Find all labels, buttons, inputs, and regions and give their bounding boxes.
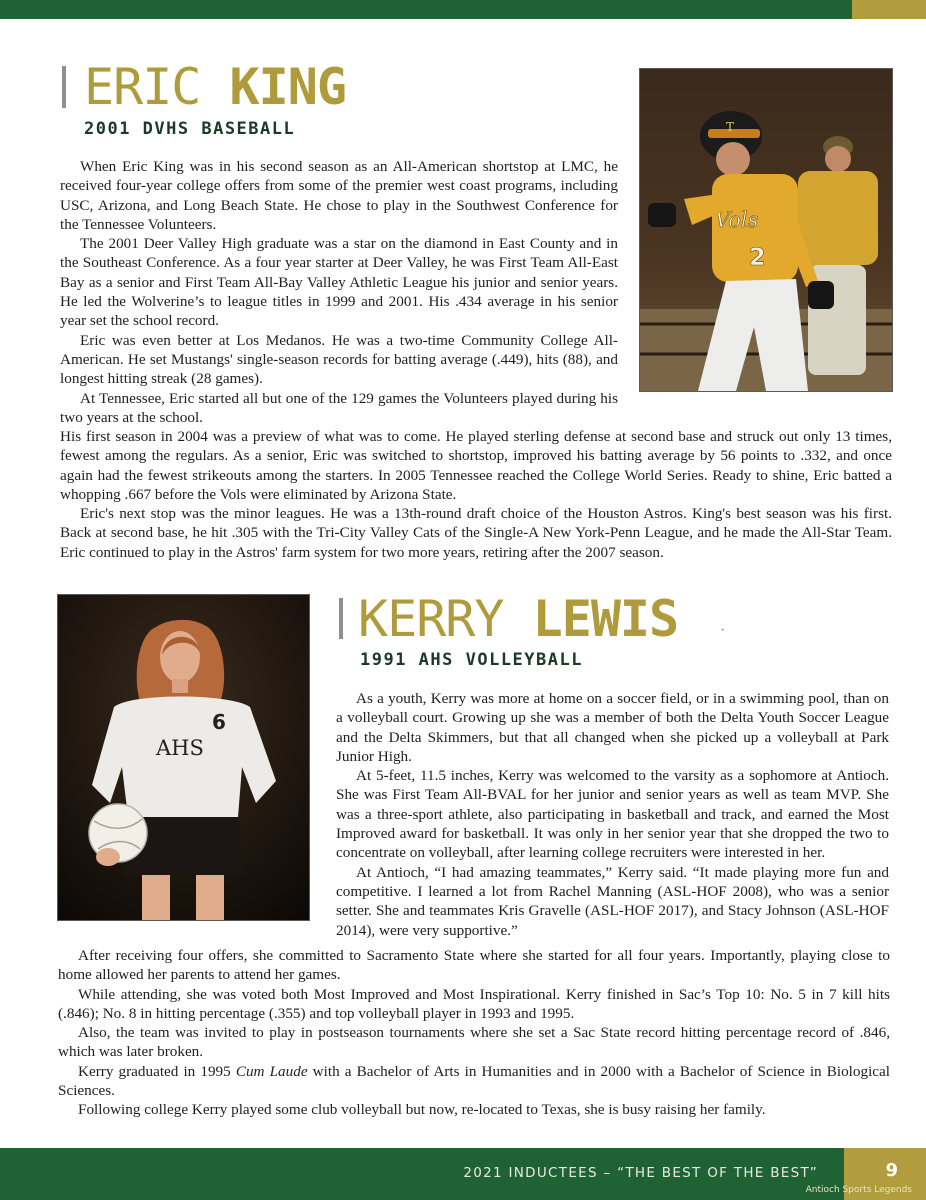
eric-king-paragraph: When Eric King was in his second season as an All-American shortstop at LMC, he received four-year college offers from some of the premier west coast programs, including USC, Arizona, and Long Beach State. He chose to play in the Southwest Conference for the Tennessee Volunteers.	[60, 158, 618, 233]
graduation-text-before: Kerry graduated in 1995	[78, 1062, 236, 1080]
kerry-lewis-text-column	[336, 689, 889, 940]
eric-king-helmet-text: T	[726, 120, 735, 134]
kerry-lewis-subhead: 1991 AHS VOLLEYBALL	[360, 650, 583, 670]
kerry-lewis-graduation-paragraph	[58, 1062, 890, 1101]
eric-king-paragraph: Eric's next stop was the minor leagues. He was a 13th-round draft choice of the Houston Astros. King's best season was his first. Back at second base, he hit .305 with the Tri-City Valley Cats of the Single-A New York-Penn League, and he made the All-Star Team. Eric continued to play in the Astros' farm system for two more years, retiring after the 2007 season.	[60, 505, 892, 561]
kerry-lewis-paragraph: At Antioch, “I had amazing teammates,” Kerry said. “It made playing more fun and competitive. I learned a lot from Rachel Manning (ASL-HOF 2008), who was a senior setter. She and teammates Kris Gravelle (ASL-HOF 2017), and Stacy Johnson (ASL-HOF 2014), were very supportive.”	[336, 863, 889, 939]
graduation-text-after: with a Bachelor of Arts in Humanities and in 2000 with a Bachelor of Science in Biological Sciences.	[58, 1062, 890, 1100]
eric-king-jersey-number: 2	[749, 243, 766, 271]
page-number: 9	[885, 1160, 898, 1181]
kerry-lewis-first-name: KERRY	[358, 590, 504, 648]
kerry-lewis-paragraph: Also, the team was invited to play in postseason tournaments where she set a Sac State record hitting percentage record of .846, which was later broken.	[58, 1024, 890, 1061]
kerry-lewis-paragraph: As a youth, Kerry was more at home on a soccer field, or in a swimming pool, than on a volleyball court. Growing up she was a member of both the Delta Youth Soccer League and the Delta Skimmers, but that all changed when she picked up a volleyball at Park Junior High.	[336, 690, 889, 765]
top-color-band	[0, 0, 926, 19]
eric-king-paragraph: The 2001 Deer Valley High graduate was a star on the diamond in East County and in the Southeast Conference. As a four year starter at Deer Valley, he was First Team All-East Bay as a senior and First Team All-Bay Valley Athletic League his junior and senior years. He led the Wolverine’s to league titles in 1999 and 2001. His .434 average in his senior year set the school record.	[60, 235, 618, 330]
kerry-lewis-paragraph: While attending, she was voted both Most Improved and Most Inspirational. Kerry finished in Sac’s Top 10: No. 5 in 7 kill hits (.846); No. 8 in hitting percentage (.355) and top volleyball player in 1993 and 1995.	[58, 985, 890, 1022]
top-gold-accent	[852, 0, 926, 19]
eric-king-paragraph: At Tennessee, Eric started all but one of the 129 games the Volunteers played during his two years at the school.	[60, 389, 618, 426]
kerry-lewis-photo-image	[58, 595, 309, 920]
eric-king-photo-image	[640, 69, 892, 391]
graduation-honor: Cum Laude	[235, 1062, 308, 1080]
eric-king-baseball-photo	[640, 69, 892, 391]
kerry-lewis-paragraph: Following college Kerry played some club volleyball but now, re-located to Texas, she is busy raising her family.	[78, 1101, 766, 1119]
eric-king-paragraph: His first season in 2004 was a preview of what was to come. He played sterling defense at second base and struck out only 13 times, fewest among the regulars. As a senior, Eric was switched to shortstop, improved his batting average by 56 points to .332, and once again had the fewest strikeouts among the starters. In 2005 Tennessee reached the College World Series. Ready to shine, Eric batted a whopping .667 before the Vols were eliminated by Arizona State.	[60, 428, 892, 503]
kerry-lewis-paragraph: After receiving four offers, she committed to Sacramento State where she started for all four years. Importantly, playing close to home allowed her parents to attend her games.	[58, 947, 890, 984]
eric-king-first-name: ERIC	[84, 58, 201, 116]
eric-king-jersey-text: Vols	[715, 208, 759, 232]
kerry-lewis-header-bar	[339, 598, 343, 639]
kerry-lewis-volleyball-photo	[58, 595, 309, 920]
kerry-lewis-text-full	[58, 946, 890, 1120]
eric-king-last-name: KING	[229, 58, 346, 116]
eric-king-text-full	[60, 427, 892, 562]
footer-band	[0, 1148, 926, 1200]
site-watermark: Antioch Sports Legends	[805, 1185, 912, 1195]
kerry-lewis-paragraph: At 5-feet, 11.5 inches, Kerry was welcomed to the varsity as a sophomore at Antioch. She was First Team All-BVAL for her junior and senior years as well as team MVP. She was a three-sport athlete, also participating in basketball and track, and earned the Most Improved award for basketball. It was only in her senior year that she dropped the two to concentrate on volleyball, after learning college recruiters were interested in her.	[336, 767, 889, 862]
eric-king-subhead: 2001 DVHS BASEBALL	[84, 119, 296, 139]
kerry-lewis-last-name: LEWIS	[532, 590, 679, 648]
eric-king-paragraph: Eric was even better at Los Medanos. He was a two-time Community College All-American. He set Mustangs' single-season records for batting average (.449), hits (88), and longest hitting streak (28 games).	[60, 331, 618, 388]
decorative-dot-icon: ·	[720, 622, 726, 639]
eric-king-header-bar	[62, 66, 66, 108]
eric-king-name	[84, 58, 346, 116]
kerry-lewis-jersey-number: 6	[212, 710, 226, 734]
footer-title: 2021 INDUCTEES – “THE BEST OF THE BEST”	[463, 1165, 818, 1181]
kerry-lewis-jersey-text: AHS	[156, 736, 204, 760]
eric-king-text-column	[60, 157, 618, 427]
kerry-lewis-name	[358, 590, 679, 648]
